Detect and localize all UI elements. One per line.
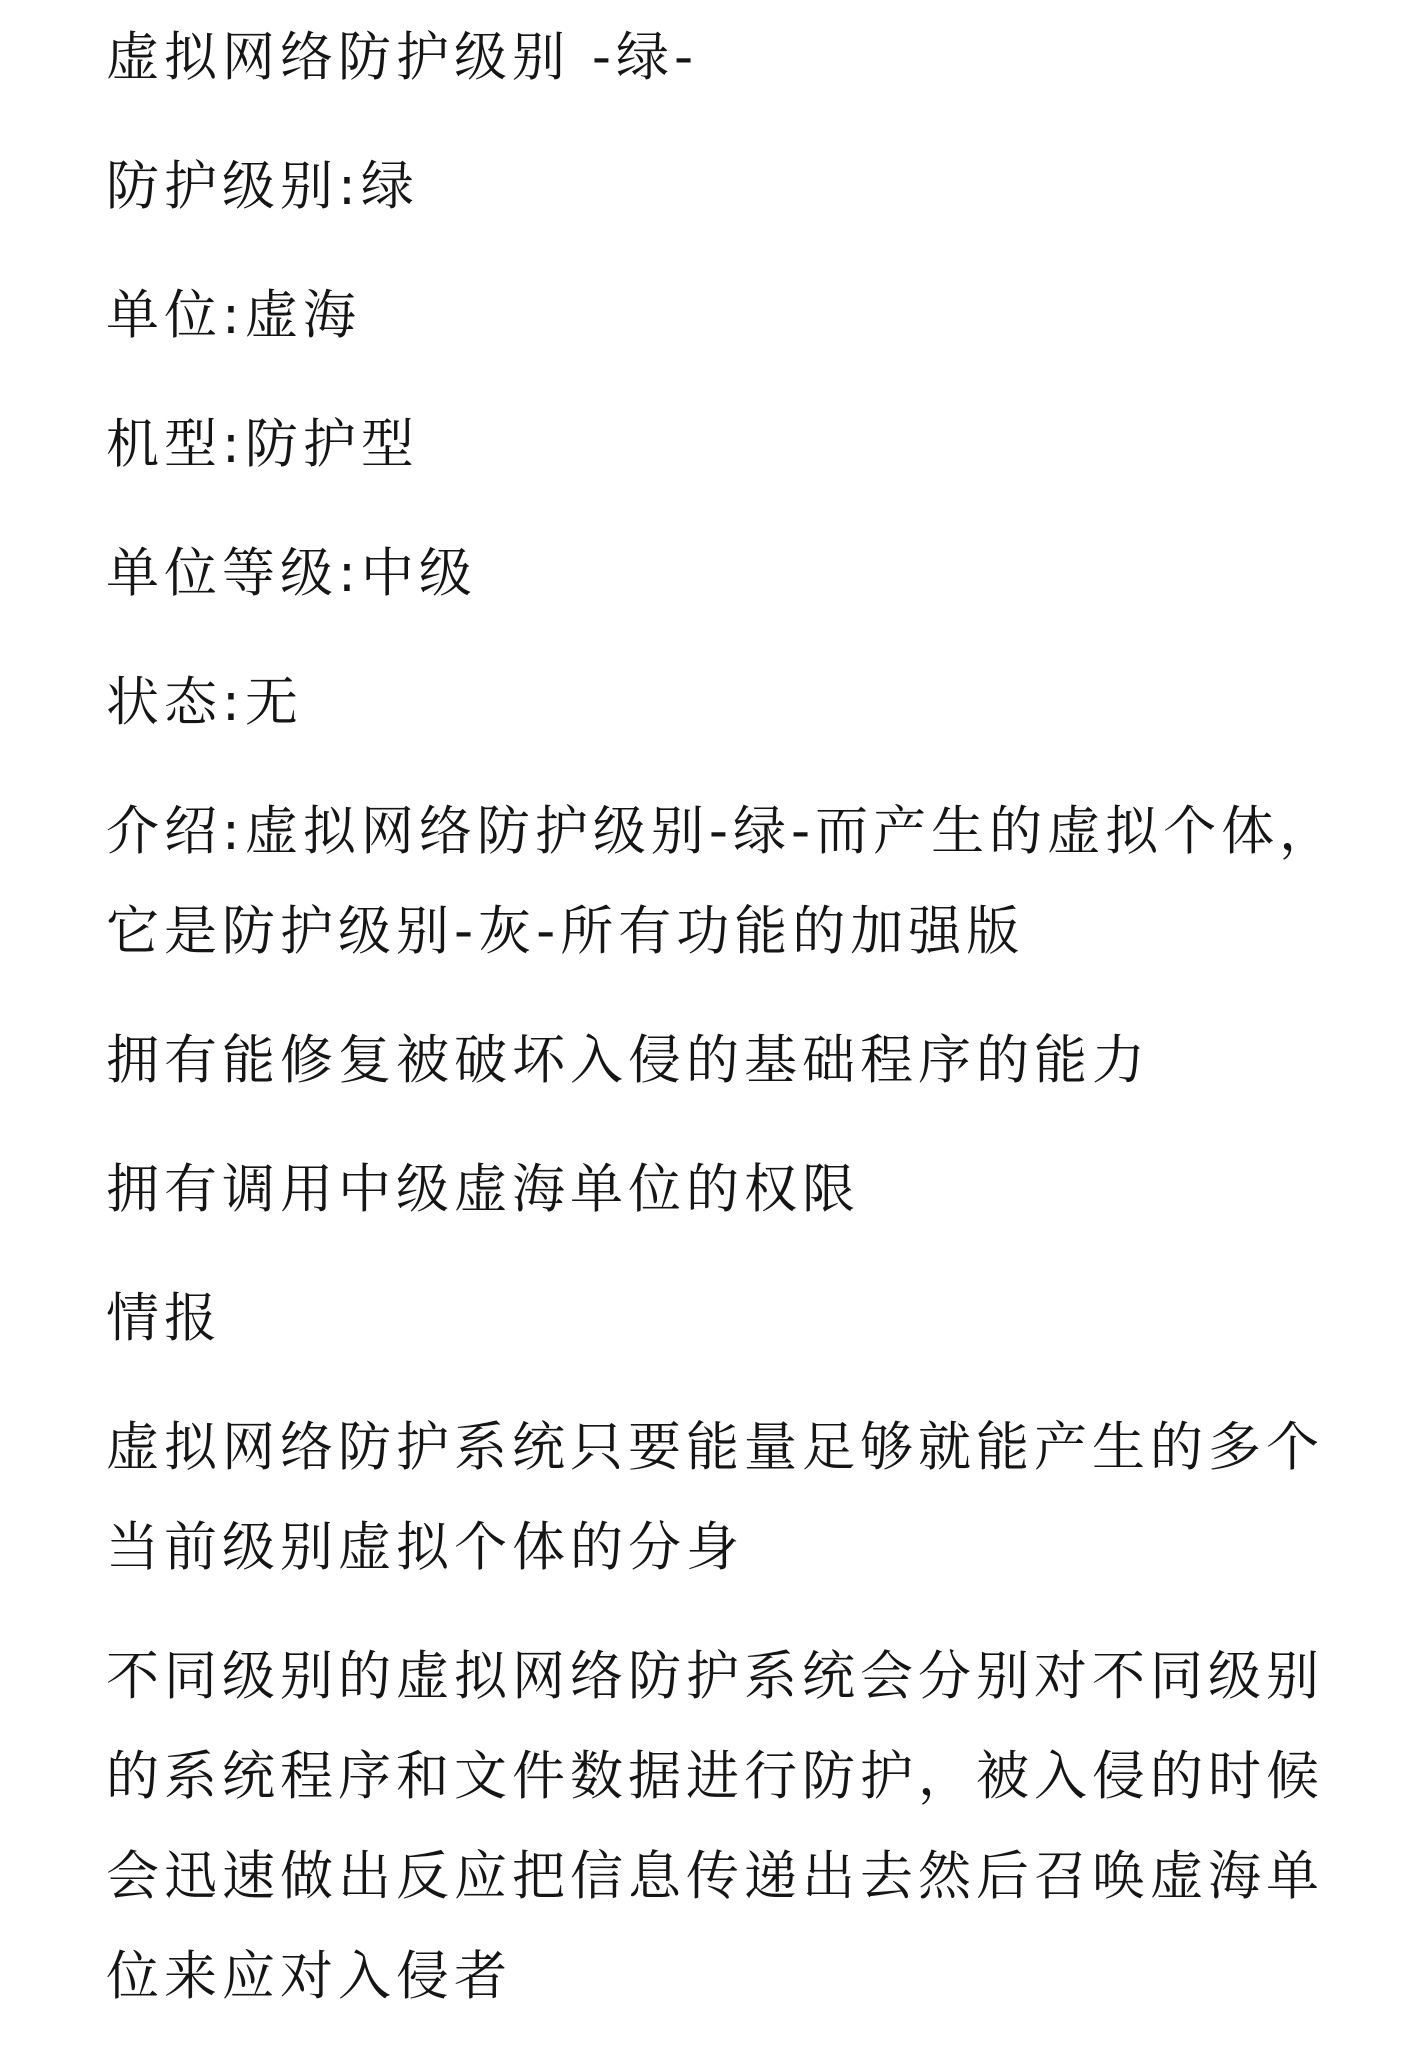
paragraph bbox=[106, 1627, 1406, 2027]
paragraph-line: 状态:无 bbox=[106, 672, 303, 733]
paragraph-line: 单位:虚海 bbox=[106, 285, 361, 346]
paragraph-line: 位来应对入侵者 bbox=[106, 1946, 512, 2007]
paragraph bbox=[106, 782, 1406, 982]
title-text: 虚拟网络防护级别 -绿- bbox=[106, 27, 699, 88]
document-body bbox=[106, 8, 1406, 2056]
paragraph bbox=[106, 137, 1406, 237]
paragraph bbox=[106, 1011, 1406, 1111]
paragraph-line: 拥有调用中级虚海单位的权限 bbox=[106, 1159, 860, 1220]
paragraph bbox=[106, 1398, 1406, 1598]
paragraph-line: 介绍:虚拟网络防护级别-绿-而产生的虚拟个体， bbox=[106, 801, 1338, 862]
paragraph-line: 的系统程序和文件数据进行防护，被入侵的时候 bbox=[106, 1746, 1324, 1807]
paragraph bbox=[106, 266, 1406, 366]
paragraph bbox=[106, 653, 1406, 753]
paragraph bbox=[106, 395, 1406, 495]
paragraph-line: 防护级别:绿 bbox=[106, 156, 419, 217]
paragraph-line: 情报 bbox=[106, 1288, 222, 1349]
paragraph bbox=[106, 1269, 1406, 1369]
document-title bbox=[106, 8, 1406, 108]
paragraph bbox=[106, 1140, 1406, 1240]
paragraph-line: 单位等级:中级 bbox=[106, 543, 477, 604]
paragraph-line: 当前级别虚拟个体的分身 bbox=[106, 1517, 744, 1578]
paragraph-list bbox=[106, 137, 1406, 2027]
paragraph bbox=[106, 524, 1406, 624]
paragraph-line: 虚拟网络防护系统只要能量足够就能产生的多个 bbox=[106, 1417, 1324, 1478]
paragraph-line: 机型:防护型 bbox=[106, 414, 419, 475]
paragraph-line: 拥有能修复被破坏入侵的基础程序的能力 bbox=[106, 1030, 1150, 1091]
paragraph-line: 它是防护级别-灰-所有功能的加强版 bbox=[106, 901, 1025, 962]
paragraph-line: 不同级别的虚拟网络防护系统会分别对不同级别 bbox=[106, 1646, 1324, 1707]
paragraph-line: 会迅速做出反应把信息传递出去然后召唤虚海单 bbox=[106, 1846, 1324, 1907]
